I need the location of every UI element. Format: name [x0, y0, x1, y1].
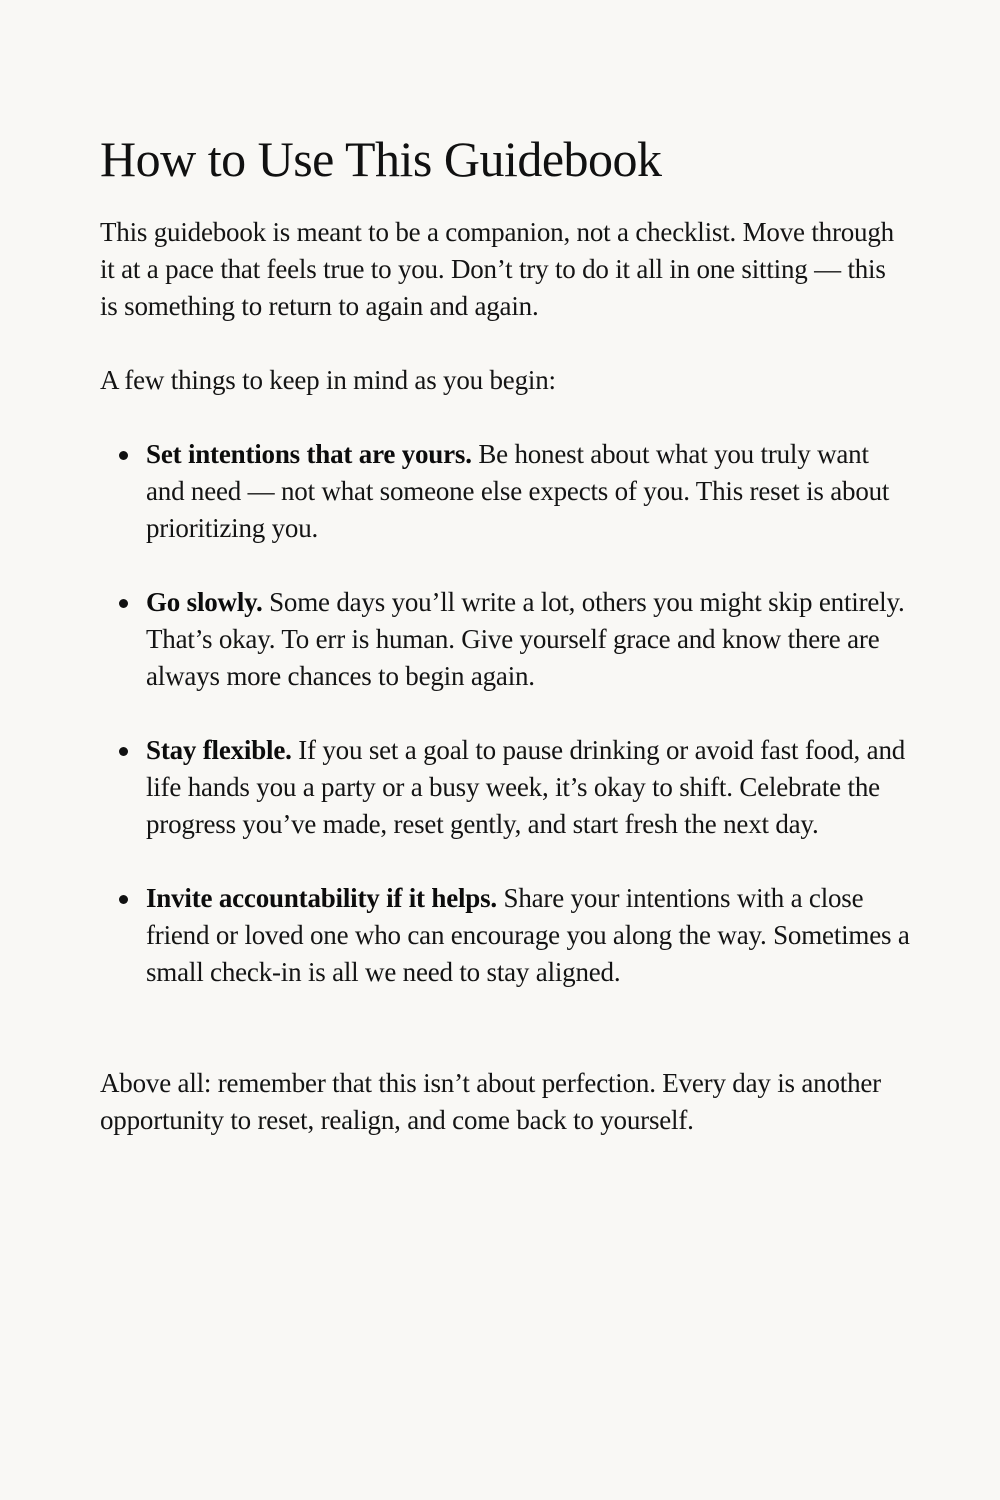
list-item	[100, 880, 910, 991]
list-item	[100, 732, 910, 843]
list-item	[100, 436, 910, 547]
tip-text: Be honest about what you truly want and need — not what someone else expects of you. This reset is about prioritizing you.	[146, 439, 890, 543]
tip-text: Share your intentions with a close friend or loved one who can encourage you along the way. Sometimes a small check-in is all we need to stay aligned.	[146, 883, 910, 987]
tip-text: Some days you’ll write a lot, others you might skip entirely. That’s okay. To err is human. Give yourself grace and know there are always more chances to begin again.	[146, 587, 905, 691]
tip-heading: Invite accountability if it helps.	[146, 883, 497, 913]
tip-heading: Go slowly.	[146, 587, 263, 617]
tip-text: If you set a goal to pause drinking or avoid fast food, and life hands you a party or a busy week, it’s okay to shift. Celebrate the progress you’ve made, reset gently, and start fresh the next day.	[146, 735, 906, 839]
tip-heading: Stay flexible.	[146, 735, 292, 765]
lead-in-text: A few things to keep in mind as you begin:	[100, 365, 556, 395]
intro-paragraph: This guidebook is meant to be a companion, not a checklist. Move through it at a pace that feels true to you. Don’t try to do it all in one sitting — this is something to return to again and again.	[100, 217, 894, 321]
tip-heading: Set intentions that are yours.	[146, 439, 472, 469]
page-title: How to Use This Guidebook	[100, 131, 662, 187]
tips-list	[100, 436, 910, 1028]
bullet-icon	[119, 599, 128, 608]
bullet-icon	[119, 451, 128, 460]
list-item	[100, 584, 910, 695]
closing-paragraph: Above all: remember that this isn’t about perfection. Every day is another opportunity to reset, realign, and come back to yourself.	[100, 1068, 881, 1135]
bullet-icon	[119, 747, 128, 756]
bullet-icon	[119, 895, 128, 904]
